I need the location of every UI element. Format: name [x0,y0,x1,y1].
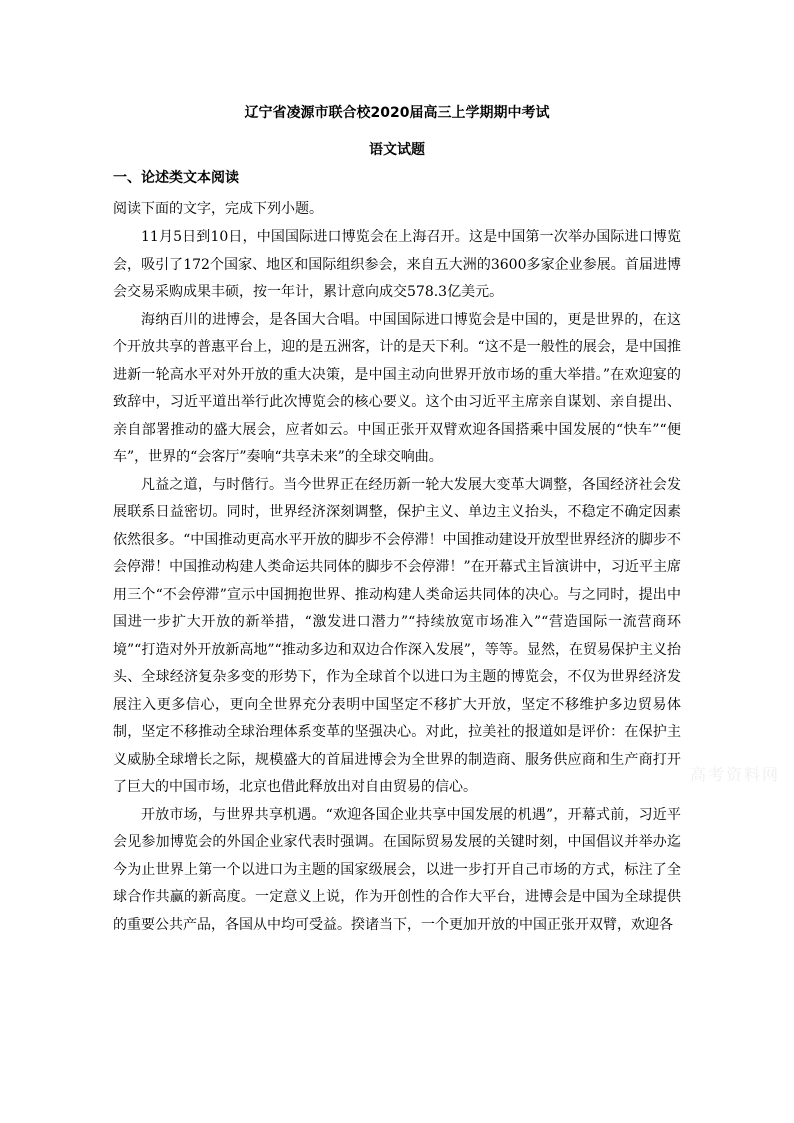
section-heading: 一、论述类文本阅读 [113,170,239,186]
body-paragraph-3: 凡益之道，与时偕行。当今世界正在经历新一轮大发展大变革大调整，各国经济社会发展联系日益密切。同时，世界经济深刻调整，保护主义、单边主义抬头，不稳定不确定因素依然很多。“中国推动更高水平开放的脚步不会停滞！中国推动建设开放型世界经济的脚步不会停滞！中国推动构建人类命运共同体的脚步不会停滞！”在开幕式主旨演讲中，习近平主席用三个“不会停滞”宣示中国拥抱世界、推动构建人类命运共同体的决心。与之同时，提出中国进一步扩大开放的新举措，“激发进口潜力”“持续放宽市场准入”“营造国际一流营商环境”“打造对外开放新高地”“推动多边和双边合作深入发展”，等等。显然，在贸易保护主义抬头、全球经济复杂多变的形势下，作为全球首个以进口为主题的博览会，不仅为世界经济发展注入更多信心，更向全世界充分表明中国坚定不移扩大开放，坚定不移维护多边贸易体制，坚定不移推动全球治理体系变革的坚强决心。对此，拉美社的报道如是评价：在保护主义威胁全球增长之际，规模盛大的首届进博会为全世界的制造商、服务供应商和生产商打开了巨大的中国市场，北京也借此释放出对自由贸易的信心。 [113,476,681,795]
body-paragraph-1: 11月5日到10日，中国国际进口博览会在上海召开。这是中国第一次举办国际进口博览会，吸引了172个国家、地区和国际组织参会，来自五大洲的3600多家企业参展。首届进博会交易采购成果丰硕，按一年计，累计意向成交578.3亿美元。 [113,229,681,300]
body-paragraph-4: 开放市场，与世界共享机遇。“欢迎各国企业共享中国发展的机遇”，开幕式前，习近平会见参加博览会的外国企业家代表时强调。在国际贸易发展的关键时刻，中国倡议并举办迄今为止世界上第一个以进口为主题的国家级展会，以进一步打开自己市场的方式，标注了全球合作共赢的新高度。一定意义上说，作为开创性的合作大平台，进博会是中国为全球提供的重要公共产品，各国从中均可受益。揆诸当下，一个更加开放的中国正张开双臂，欢迎各 [113,806,681,933]
document-title: 辽宁省凌源市联合校2020届高三上学期期中考试 [244,105,550,121]
document-page [113,96,681,939]
watermark: 高考资料网 [690,765,781,784]
body-paragraph-2: 海纳百川的进博会，是各国大合唱。中国国际进口博览会是中国的，更是世界的，在这个开放共享的普惠平台上，迎的是五洲客，计的是天下利。“这不是一般性的展会，是中国推进新一轮高水平对外开放的重大决策，是中国主动向世界开放市场的重大举措。”在欢迎宴的致辞中，习近平道出举行此次博览会的核心要义。这个由习近平主席亲自谋划、亲自提出、亲自部署推动的盛大展会，应者如云。中国正张开双臂欢迎各国搭乘中国发展的“快车”“便车”，世界的“会客厅”奏响“共享未来”的全球交响曲。 [113,311,681,465]
reading-instruction: 阅读下面的文字，完成下列小题。 [113,201,323,217]
document-subtitle: 语文试题 [369,142,425,158]
